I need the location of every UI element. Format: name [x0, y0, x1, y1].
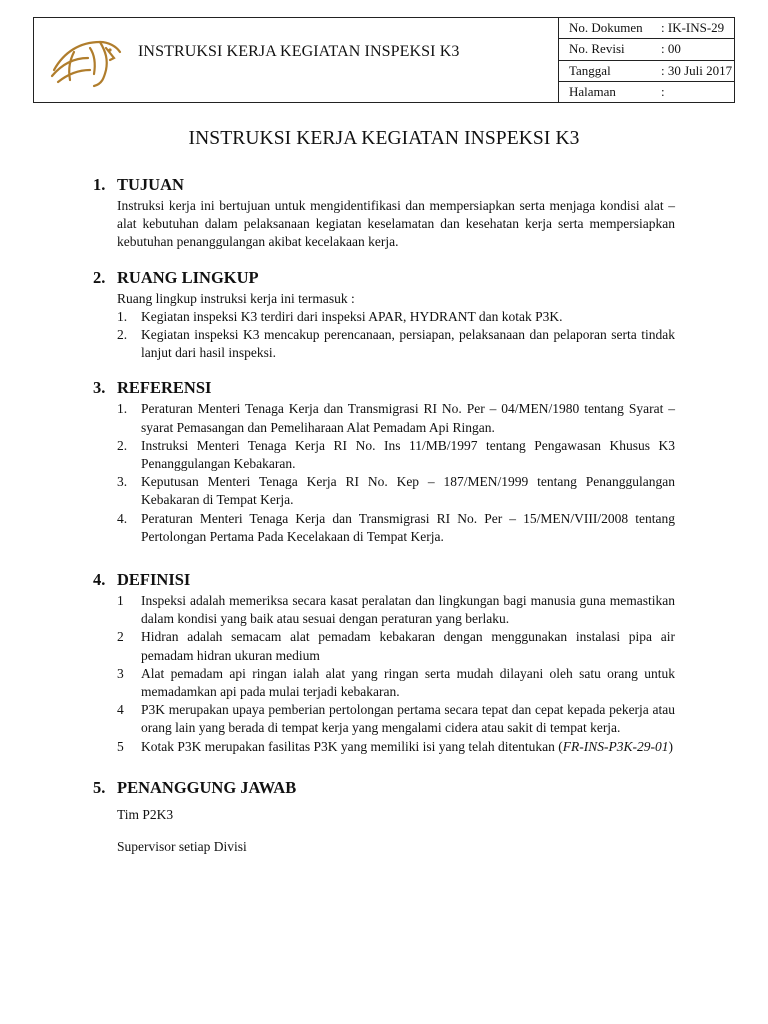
section-heading	[93, 778, 675, 798]
section-title: PENANGGUNG JAWAB	[117, 777, 297, 797]
reference-list	[117, 400, 675, 546]
section-title: REFERENSI	[117, 378, 212, 398]
list-item	[117, 628, 675, 664]
list-item	[117, 326, 675, 362]
section-title: TUJUAN	[117, 175, 184, 194]
list-item-number: 1	[117, 593, 124, 609]
section-heading	[93, 570, 675, 590]
meta-key: Tanggal	[569, 62, 611, 78]
list-item-text: P3K merupakan upaya pemberian pertolongan pertama secara tepat dan cepat kepada pekerja atau orang lain yang berada di tempat kerja yang mengalami cidera atau sakit di tempat kerja.	[141, 702, 675, 736]
list-item-text: Kegiatan inspeksi K3 mencakup perencanaan, persiapan, pelaksanaan dan pelaporan serta tindak lanjut dari hasil inspeksi.	[141, 327, 675, 361]
meta-row-date	[559, 61, 734, 82]
list-item	[117, 400, 675, 436]
section-content	[117, 592, 675, 756]
meta-value: : 00	[661, 41, 681, 57]
scope-list	[117, 308, 675, 363]
section-paragraph: Instruksi kerja ini bertujuan untuk mengidentifikasi dan mempersiapkan serta menjaga kondisi alat – alat kebutuhan dalam pelaksanaan kegiatan keselamatan dan kesehatan kerja serta mempersiapkan kebutuhan penanggulangan akibat kecelakaan kerja.	[117, 198, 675, 250]
section-number: 5.	[93, 777, 106, 797]
section-number: 3.	[93, 378, 106, 398]
section-tujuan	[93, 175, 675, 252]
list-item-number: 2.	[117, 327, 128, 343]
header-title-cell	[34, 18, 559, 102]
list-item-number: 1.	[117, 401, 128, 417]
header-title: INSTRUKSI KERJA KEGIATAN INSPEKSI K3	[138, 43, 460, 60]
list-item	[117, 308, 675, 326]
section-referensi	[93, 378, 675, 546]
list-item-number: 5	[117, 738, 124, 754]
section-title: DEFINISI	[117, 570, 191, 590]
list-item-text: Alat pemadam api ringan ialah alat yang ringan serta mudah dilayani oleh satu orang untuk memadamkan api pada mulai terjadi kebakaran.	[141, 665, 675, 700]
responsible-party: Supervisor setiap Divisi	[117, 839, 247, 855]
section-number: 1.	[93, 175, 106, 194]
meta-value: :	[661, 83, 665, 99]
section-definisi	[93, 570, 675, 756]
list-item-text: Peraturan Menteri Tenaga Kerja dan Transmigrasi RI No. Per – 04/MEN/1980 tentang Syarat – syarat Pemasangan dan Pemeliharaan Alat Pemadam Api Ringan.	[141, 401, 675, 435]
list-item-text: Instruksi Menteri Tenaga Kerja RI No. Ins 11/MB/1997 tentang Pengawasan Khusus K3 Penanggulangan Kebakaran.	[141, 437, 675, 472]
definition-text: Kotak P3K merupakan fasilitas P3K yang memiliki isi yang telah ditentukan (	[141, 738, 563, 754]
list-item-number: 3.	[117, 474, 128, 490]
meta-row-doc-number	[559, 18, 734, 39]
list-item	[117, 437, 675, 473]
list-item-text	[141, 738, 675, 756]
meta-value: : 30 Juli 2017	[661, 62, 733, 78]
section-content	[117, 806, 675, 856]
responsible-party: Tim P2K3	[117, 806, 174, 822]
meta-key: No. Dokumen	[569, 20, 643, 36]
list-item-text: Kegiatan inspeksi K3 terdiri dari inspeksi APAR, HYDRANT dan kotak P3K.	[141, 308, 563, 324]
meta-key: Halaman	[569, 83, 616, 99]
list-item-number: 4.	[117, 510, 128, 526]
section-heading	[93, 175, 675, 195]
section-heading	[93, 268, 675, 288]
horse-head-logo	[44, 30, 124, 90]
section-number: 4.	[93, 570, 106, 590]
list-item	[117, 473, 675, 509]
form-reference: FR-INS-P3K-29-01	[562, 738, 669, 754]
list-item-number: 2.	[117, 437, 128, 453]
list-item-text: Keputusan Menteri Tenaga Kerja RI No. Kep – 187/MEN/1999 tentang Penanggulangan Kebakaran di Tempat Kerja.	[141, 474, 675, 508]
list-item	[117, 510, 675, 546]
list-item-text: Hidran adalah semacam alat pemadam kebakaran dengan menggunakan instalasi pipa air pemadam hidran ukuran medium	[141, 629, 675, 663]
list-item	[117, 701, 675, 737]
meta-row-revision	[559, 39, 734, 60]
document-body	[93, 175, 675, 872]
list-item	[117, 592, 675, 628]
document-title: INSTRUKSI KERJA KEGIATAN INSPEKSI K3	[188, 128, 580, 149]
section-content	[117, 400, 675, 546]
document-meta-table	[559, 18, 734, 102]
meta-key: No. Revisi	[569, 41, 625, 57]
definition-list	[117, 592, 675, 756]
meta-row-page	[559, 82, 734, 102]
list-item-number: 1.	[117, 308, 128, 324]
list-item-number: 2	[117, 629, 124, 645]
section-penanggung-jawab	[93, 778, 675, 856]
list-item-text: Inspeksi adalah memeriksa secara kasat peralatan dan lingkungan bagi manusia guna memastikan dalam kondisi yang baik atau sesuai dengan peraturan yang berlaku.	[141, 593, 675, 627]
list-item-number: 4	[117, 702, 124, 718]
section-heading	[93, 378, 675, 398]
meta-value: : IK-INS-29	[661, 20, 725, 36]
list-item	[117, 738, 675, 756]
definition-text-tail: )	[668, 738, 674, 754]
section-number: 2.	[93, 267, 106, 287]
list-item-text: Peraturan Menteri Tenaga Kerja dan Transmigrasi RI No. Per – 15/MEN/VIII/2008 tentang Pertolongan Pertama Pada Kecelakaan di Tempat Kerja.	[141, 510, 675, 544]
document-header	[33, 17, 735, 103]
list-item-number: 3	[117, 665, 124, 681]
section-ruang-lingkup	[93, 268, 675, 363]
section-intro: Ruang lingkup instruksi kerja ini termasuk :	[117, 290, 355, 306]
section-title: RUANG LINGKUP	[117, 267, 259, 287]
list-item	[117, 665, 675, 701]
section-content	[117, 290, 675, 363]
